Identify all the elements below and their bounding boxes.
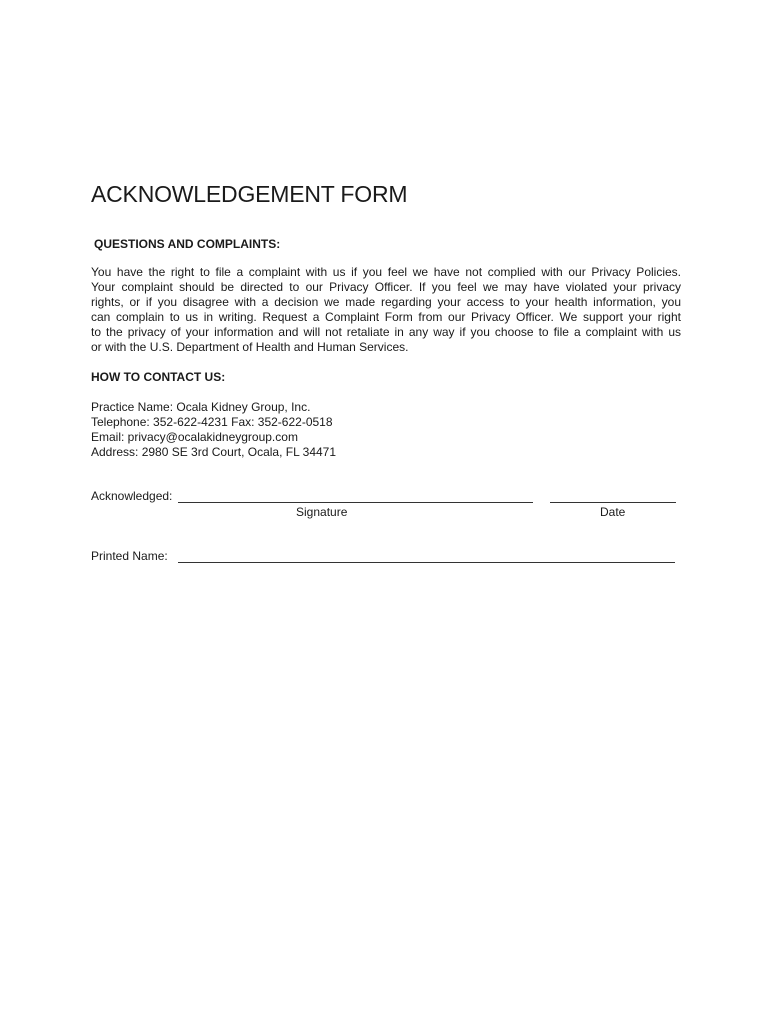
- telephone-fax: Telephone: 352-622-4231 Fax: 352-622-0518: [91, 415, 333, 429]
- paragraph-line: You have the right to file a complaint with us if you feel we have not complied with our Privacy Policies.: [91, 265, 681, 279]
- printed-name-label: Printed Name:: [91, 549, 168, 563]
- printed-name-field[interactable]: [178, 562, 675, 563]
- complaint-paragraph: [91, 265, 681, 355]
- date-field[interactable]: [550, 502, 676, 503]
- paragraph-line: Your complaint should be directed to our Privacy Officer. If you feel we may have violated your privacy: [91, 280, 681, 294]
- street-address: Address: 2980 SE 3rd Court, Ocala, FL 34471: [91, 445, 337, 459]
- printed-name-row: [91, 549, 168, 563]
- contact-block: [91, 400, 336, 460]
- email-address: Email: privacy@ocalakidneygroup.com: [91, 430, 298, 444]
- signature-caption: Signature: [296, 505, 348, 519]
- paragraph-line: to the privacy of your information and will not retaliate in any way if you choose to file a complaint with us: [91, 325, 681, 339]
- signature-field[interactable]: [178, 502, 533, 503]
- practice-name: Practice Name: Ocala Kidney Group, Inc.: [91, 400, 311, 414]
- paragraph-line: can complain to us in writing. Request a Complaint Form from our Privacy Officer. We support your right: [91, 310, 681, 324]
- form-title: ACKNOWLEDGEMENT FORM: [91, 181, 408, 207]
- date-caption: Date: [600, 505, 626, 519]
- paragraph-line: or with the U.S. Department of Health and Human Services.: [91, 340, 409, 354]
- contact-heading: HOW TO CONTACT US:: [91, 370, 226, 384]
- acknowledged-label: Acknowledged:: [91, 489, 173, 503]
- paragraph-line: rights, or if you disagree with a decision we made regarding your access to your health information, you: [91, 295, 681, 309]
- questions-heading: QUESTIONS AND COMPLAINTS:: [94, 237, 281, 251]
